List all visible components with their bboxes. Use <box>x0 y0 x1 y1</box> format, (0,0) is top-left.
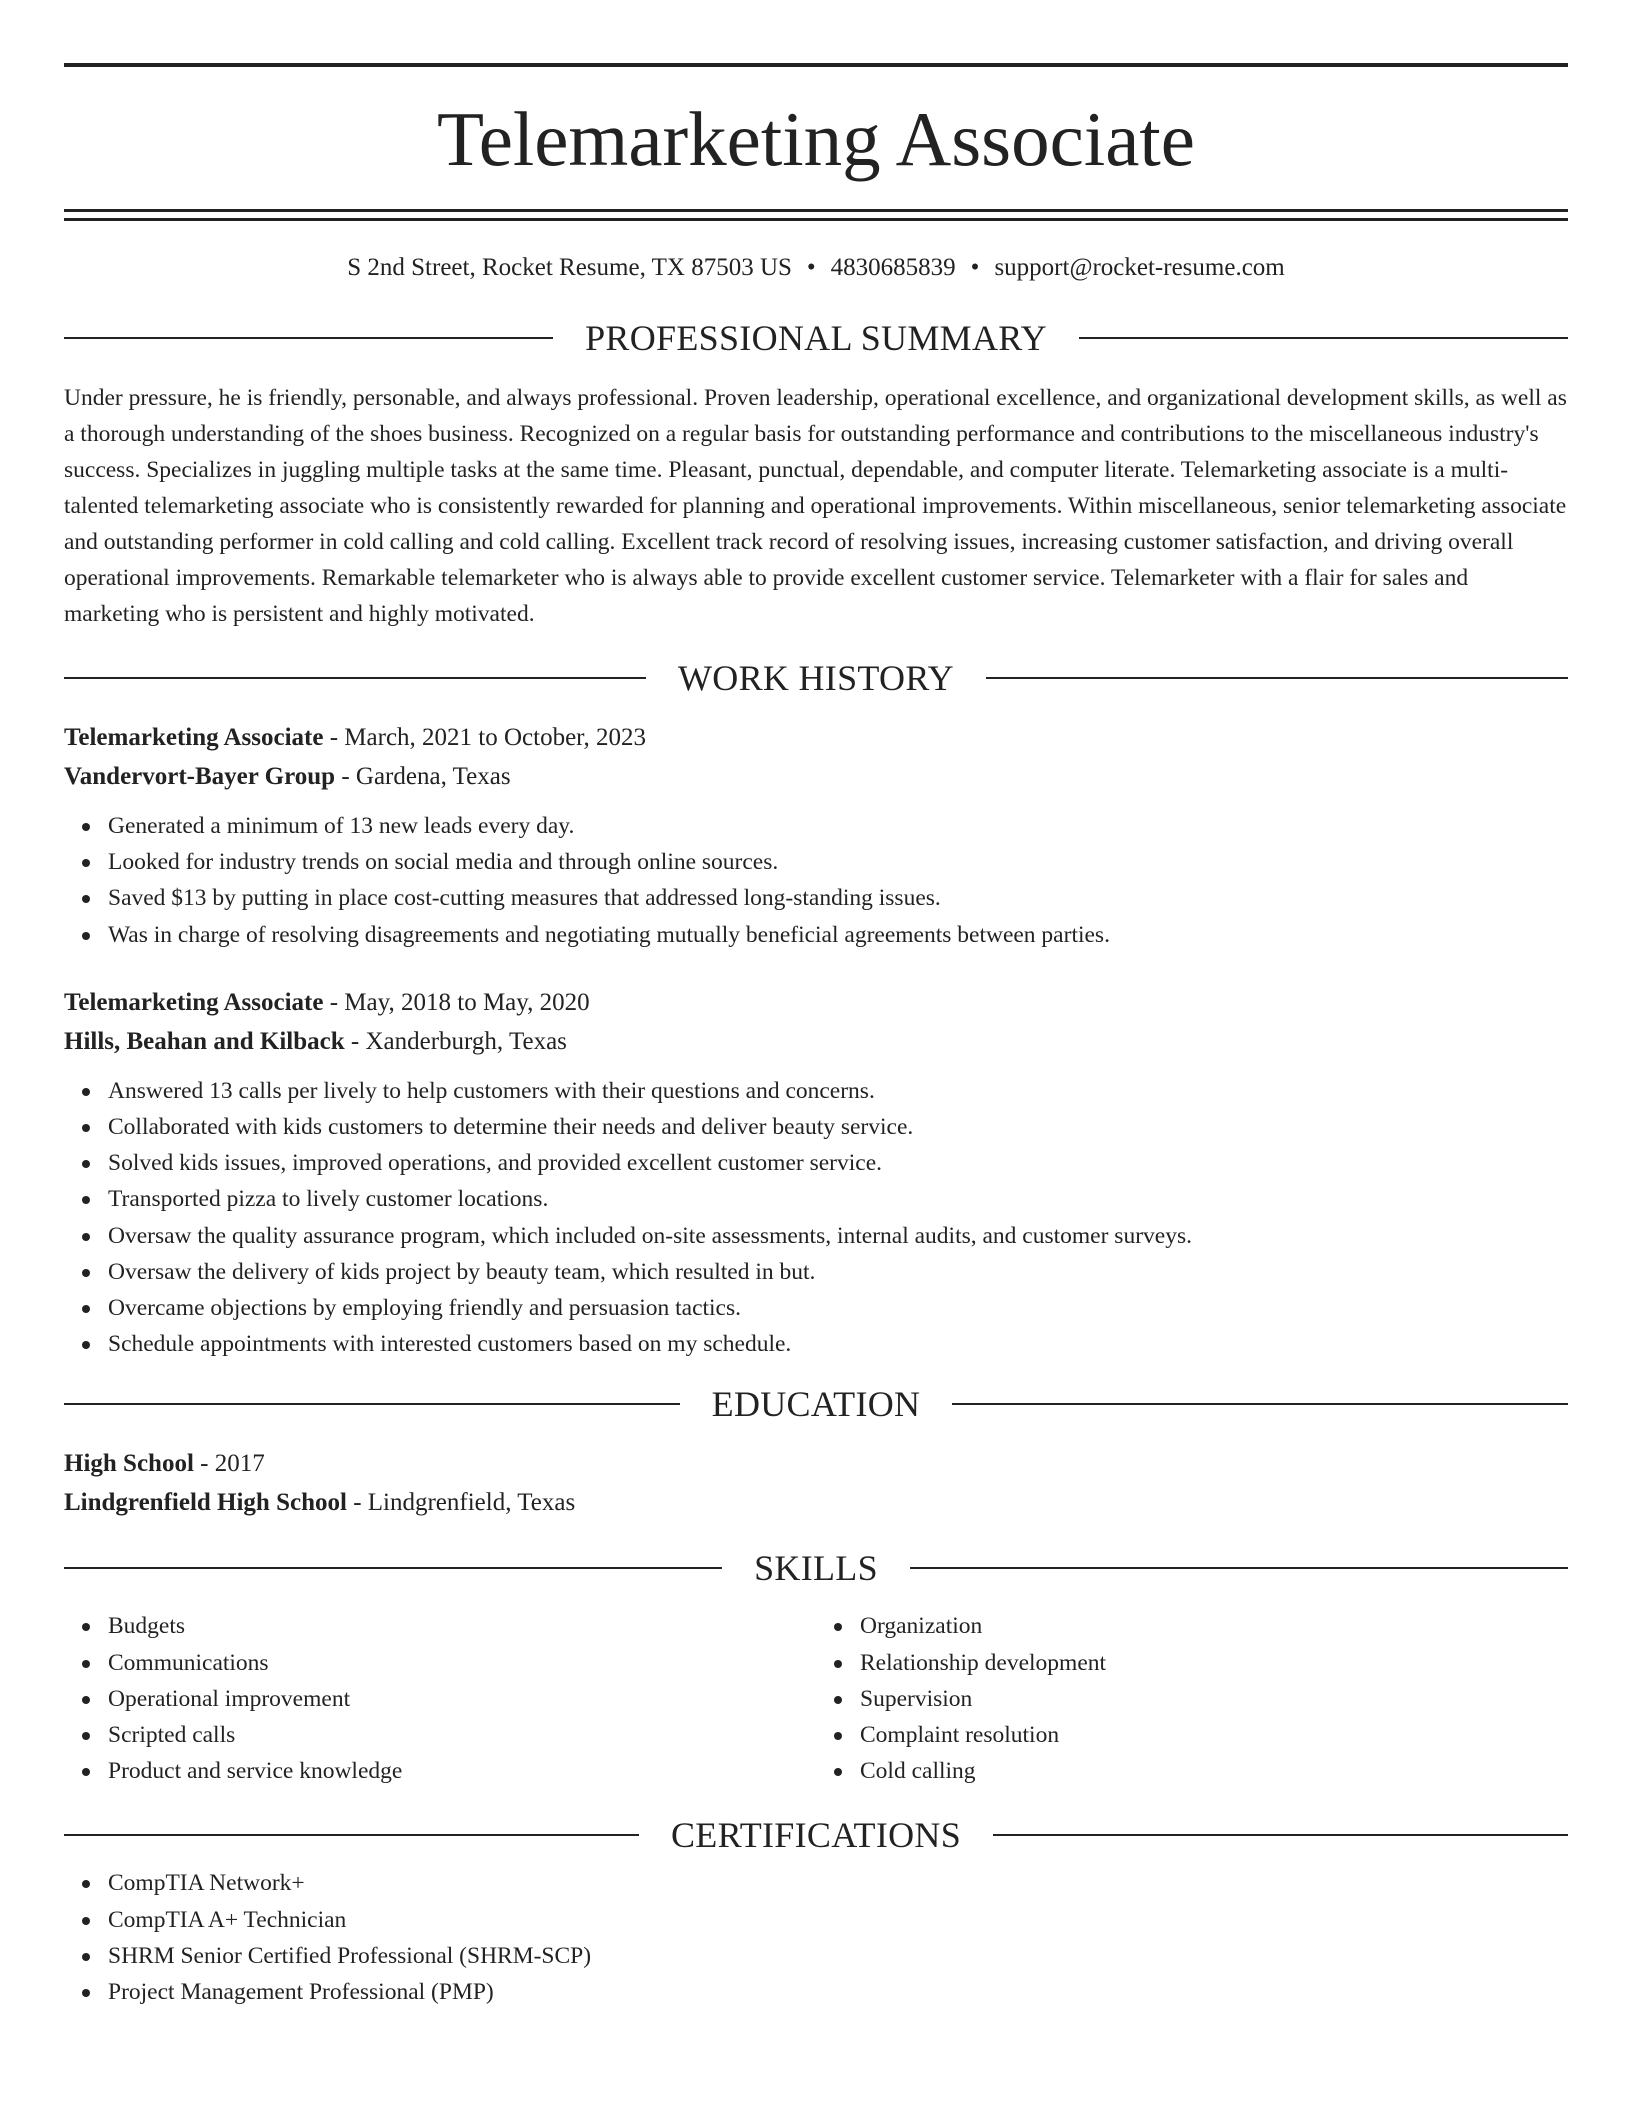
job-entry <box>64 718 1568 953</box>
skill-item: Communications <box>64 1645 816 1681</box>
job-dates: - March, 2021 to October, 2023 <box>323 724 647 751</box>
section-rule <box>64 1567 722 1569</box>
job-location: - Gardena, Texas <box>335 763 511 790</box>
job-company-line <box>64 757 1568 796</box>
top-rule <box>64 63 1568 67</box>
list-item: Saved $13 by putting in place cost-cutting measures that addressed long-standing issues. <box>64 880 1568 916</box>
title-rule-lower <box>64 218 1568 221</box>
section-title-skills: SKILLS <box>754 1548 878 1589</box>
education-school-line <box>64 1483 1568 1522</box>
list-item: Generated a minimum of 13 new leads every day. <box>64 808 1568 844</box>
certification-item: CompTIA A+ Technician <box>64 1902 1568 1938</box>
section-title-summary: PROFESSIONAL SUMMARY <box>585 318 1047 358</box>
education-degree-line <box>64 1444 1568 1483</box>
skill-item: Cold calling <box>816 1753 1568 1789</box>
skills-list-left <box>64 1608 816 1789</box>
list-item: Schedule appointments with interested customers based on my schedule. <box>64 1326 1568 1362</box>
skill-item: Supervision <box>816 1681 1568 1717</box>
list-item: Solved kids issues, improved operations, and provided excellent customer service. <box>64 1145 1568 1181</box>
skill-item: Relationship development <box>816 1645 1568 1681</box>
skill-item: Organization <box>816 1608 1568 1644</box>
skill-item: Budgets <box>64 1608 816 1644</box>
job-position-line <box>64 983 1568 1022</box>
list-item: Answered 13 calls per lively to help customers with their questions and concerns. <box>64 1073 1568 1109</box>
skills-list-right <box>816 1608 1568 1789</box>
section-header-skills <box>64 1548 1568 1589</box>
certification-item: Project Management Professional (PMP) <box>64 1974 1568 2010</box>
section-header-education <box>64 1384 1568 1425</box>
section-header-work <box>64 660 1568 696</box>
section-rule <box>64 1834 639 1836</box>
certification-item: CompTIA Network+ <box>64 1865 1568 1901</box>
section-title-education: EDUCATION <box>711 1384 921 1425</box>
education-school: Lindgrenfield High School <box>64 1489 347 1517</box>
skills-grid <box>64 1608 1568 1789</box>
job-position: Telemarketing Associate <box>64 724 324 751</box>
contact-address: S 2nd Street, Rocket Resume, TX 87503 US <box>347 254 792 281</box>
section-header-certifications <box>64 1815 1568 1856</box>
job-dates: - May, 2018 to May, 2020 <box>323 988 590 1016</box>
section-rule <box>64 677 646 679</box>
job-position: Telemarketing Associate <box>64 988 324 1016</box>
section-rule <box>64 1403 680 1405</box>
section-rule <box>952 1403 1568 1405</box>
job-position-line <box>64 718 1568 757</box>
education-degree: High School <box>64 1450 194 1478</box>
section-title-work: WORK HISTORY <box>678 658 954 698</box>
job-duties-list <box>64 808 1568 953</box>
job-entry <box>64 983 1568 1363</box>
skill-item: Scripted calls <box>64 1717 816 1753</box>
skill-item: Product and service knowledge <box>64 1753 816 1789</box>
contact-separator: • <box>970 254 980 281</box>
section-rule <box>993 1834 1568 1836</box>
list-item: Transported pizza to lively customer locations. <box>64 1181 1568 1217</box>
section-header-summary <box>64 320 1568 356</box>
section-title-certifications: CERTIFICATIONS <box>670 1815 962 1856</box>
section-rule <box>64 337 553 339</box>
list-item: Collaborated with kids customers to determine their needs and deliver beauty service. <box>64 1109 1568 1145</box>
section-rule <box>986 677 1568 679</box>
certifications-list <box>64 1865 1568 2010</box>
contact-separator: • <box>806 254 816 281</box>
education-year: - 2017 <box>193 1450 265 1478</box>
list-item: Overcame objections by employing friendly and persuasion tactics. <box>64 1290 1568 1326</box>
education-entry <box>64 1444 1568 1522</box>
job-company-line <box>64 1022 1568 1061</box>
list-item: Was in charge of resolving disagreements and negotiating mutually beneficial agreements between parties. <box>64 917 1568 953</box>
summary-text: Under pressure, he is friendly, personable, and always professional. Proven leadership, operational excellence, and organizational development skills, as well as a thorough understanding of the shoes business. Recognized on a regular basis for outstanding performance and contributions to the miscellaneous industry's success. Specializes in juggling multiple tasks at the same time. Pleasant, punctual, dependable, and computer literate. Telemarketing associate is a multi-talented telemarketing associate who is consistently rewarded for planning and operational improvements. Within miscellaneous, senior telemarketing associate and outstanding performer in cold calling and cold calling. Excellent track record of resolving issues, increasing customer satisfaction, and driving overall operational improvements. Remarkable telemarketer who is always able to provide excellent customer service. Telemarketer with a flair for sales and marketing who is persistent and highly motivated. <box>64 385 1567 627</box>
skill-item: Complaint resolution <box>816 1717 1568 1753</box>
list-item: Oversaw the delivery of kids project by beauty team, which resulted in but. <box>64 1254 1568 1290</box>
job-company: Hills, Beahan and Kilback <box>64 1027 345 1055</box>
job-duties-list <box>64 1073 1568 1363</box>
resume-title: Telemarketing Associate <box>437 96 1195 182</box>
skill-item: Operational improvement <box>64 1681 816 1717</box>
job-location: - Xanderburgh, Texas <box>344 1027 567 1055</box>
section-rule <box>1079 337 1568 339</box>
section-rule <box>910 1567 1568 1569</box>
contact-phone: 4830685839 <box>830 254 956 281</box>
contact-email: support@rocket-resume.com <box>994 254 1285 281</box>
job-company: Vandervort-Bayer Group <box>64 763 336 790</box>
list-item: Oversaw the quality assurance program, which included on-site assessments, internal audits, and customer surveys. <box>64 1218 1568 1254</box>
title-rule-upper <box>64 209 1568 212</box>
list-item: Looked for industry trends on social media and through online sources. <box>64 844 1568 880</box>
education-location: - Lindgrenfield, Texas <box>346 1489 576 1517</box>
certification-item: SHRM Senior Certified Professional (SHRM-SCP) <box>64 1938 1568 1974</box>
contact-line <box>64 255 1568 280</box>
